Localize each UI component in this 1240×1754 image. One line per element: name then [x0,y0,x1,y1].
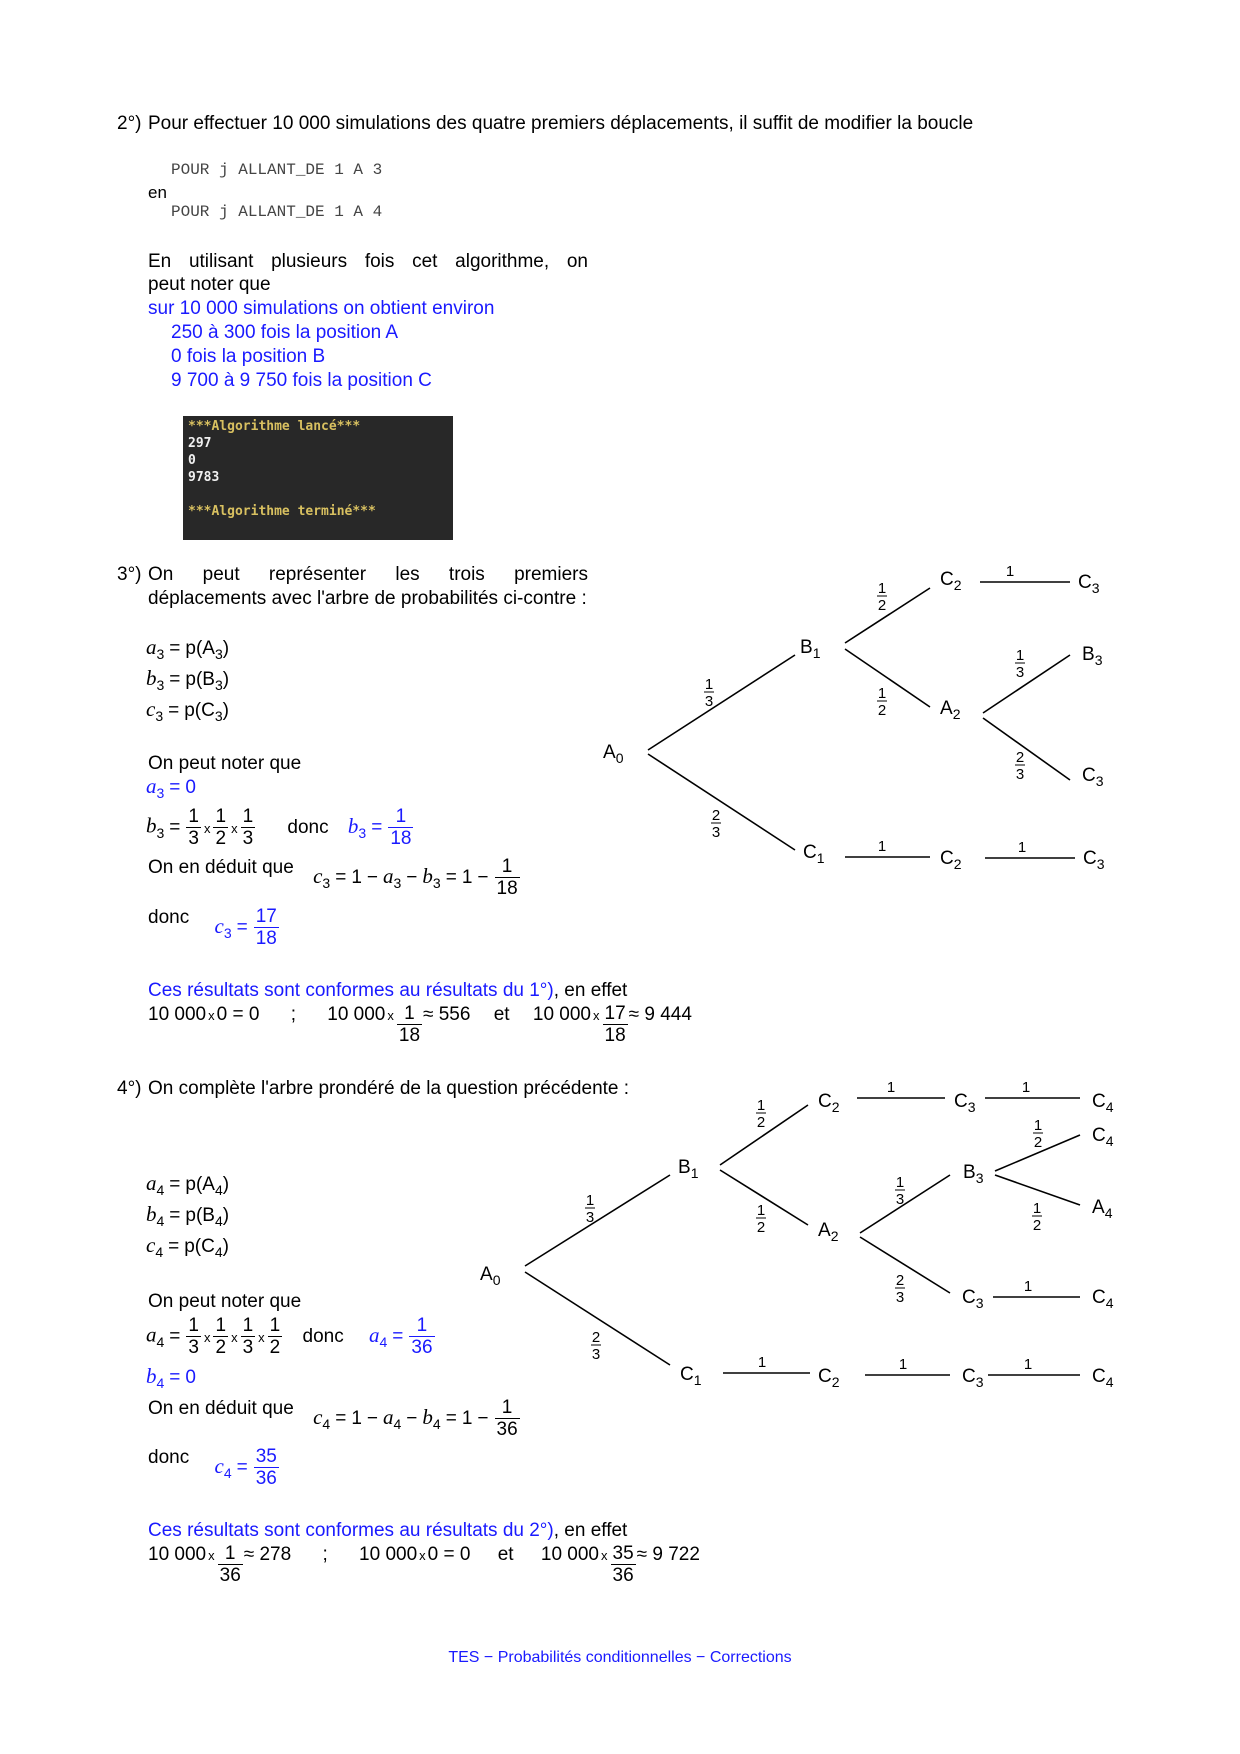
q2-intro: Pour effectuer 10 000 simulations des quatre premiers déplacements, il suffit de modifier la boucle [148,113,974,134]
edge-label-numerator: 1 [877,580,887,597]
q4-intro: On complète l'arbre prondéré de la question précédente : [148,1078,630,1099]
q4-a4-formula: $a_4$ = $\frac{1}{3}$ x $\frac{1}{2}$ x $\frac{1}{3}$ x $\frac{1}{2}$ donc $a_4$ = $\frac{1}{36}$ [146,1315,433,1358]
code-line-2: POUR j ALLANT_DE 1 A 4 [171,203,383,221]
edge-label-denominator: 3 [895,1289,905,1306]
q4-def-b: $b_4 = p(B_4)$ [146,1202,230,1229]
edge-label-C3C4b [1024,1278,1032,1295]
node-C4b: $C_4$ [1092,1125,1114,1149]
console-val-a: 297 [188,436,212,451]
q4-number: 4°) [117,1078,142,1099]
edge-label-numerator: 1 [877,685,887,702]
edge-label-value: 1 [1021,1079,1031,1096]
edge-A2-C3 [860,1237,950,1293]
console-start: ***Algorithme lancé*** [188,419,361,434]
node-B3: $B_3$ [1082,644,1103,668]
edge-label-denominator: 2 [1033,1134,1043,1151]
edge-label-C2C3b [899,1356,907,1373]
edge-label-value: 1 [877,838,887,855]
edge-label-numerator: 1 [704,676,714,693]
q2-result-a: 250 à 300 fois la position A [171,322,399,343]
node-C3c: $C_3$ [1083,848,1105,872]
tree2-nodes [480,1091,1114,1390]
edge-label-numerator: 1 [895,1174,905,1191]
node-B3: $B_3$ [963,1162,984,1186]
edge-label-denominator: 3 [1015,664,1025,681]
node-C2a: $C_2$ [818,1091,840,1115]
q3-noter: On peut noter que [148,753,302,774]
node-C1: $C_1$ [803,842,825,866]
edge-label-numerator: 2 [711,807,721,824]
edge-label-A0C1 [591,1329,601,1363]
edge-label-value: 1 [1023,1356,1033,1373]
edge-label-denominator: 3 [585,1209,595,1226]
edge-label-numerator: 2 [1015,749,1025,766]
node-B1: $B_1$ [678,1157,699,1181]
node-B1: $B_1$ [800,637,821,661]
q3-number: 3°) [117,564,142,585]
edge-label-denominator: 2 [877,702,887,719]
q4-conformes: Ces résultats sont conformes au résultats du 2°), en effet [148,1520,628,1541]
q3-b3-formula: $b_3$ = $\frac{1}{3}$ x $\frac{1}{2}$ x $\frac{1}{3}$ donc $b_3$ = $\frac{1}{18}$ [146,806,412,849]
edge-label-numerator: 1 [756,1202,766,1219]
edge-label-denominator: 3 [591,1346,601,1363]
edge-label-numerator: 1 [1032,1200,1042,1217]
q4-verification: 10 000 $^x$ $\frac{1}{36}$ ≈ 278 ; 10 000 $^x$ 0 = 0 et 10 000 $^x$ $\frac{35}{36}$ ≈ 9 722 [148,1543,700,1586]
edge-label-denominator: 3 [895,1191,905,1208]
node-A2: $A_2$ [940,698,961,722]
edge-label-B3C4 [1033,1117,1043,1151]
node-C4d: $C_4$ [1092,1366,1114,1390]
q3-conformes: Ces résultats sont conformes au résultats du 1°), en effet [148,980,628,1001]
q4-c4-result: donc $c_4$ = $\frac{35}{36}$ [148,1446,277,1489]
edge-label-numerator: 1 [585,1192,595,1209]
q2-result-c: 9 700 à 9 750 fois la position C [171,370,432,391]
q4-def-a: $a_4 = p(A_4)$ [146,1171,230,1198]
edge-label-numerator: 1 [756,1097,766,1114]
edge-label-C2C3 [887,1079,895,1096]
node-C4a: $C_4$ [1092,1091,1114,1115]
en-word: en [148,183,167,202]
node-A0: $A_0$ [480,1264,501,1288]
q2-number: 2°) [117,113,142,134]
q4-noter: On peut noter que [148,1291,302,1312]
node-C3b: $C_3$ [1082,765,1104,789]
edge-label-numerator: 2 [591,1329,601,1346]
node-C2b: $C_2$ [940,848,962,872]
edge-label-denominator: 2 [1032,1217,1042,1234]
edge-A0-B1 [525,1175,670,1266]
edge-label-denominator: 3 [704,693,714,710]
q3-intro: On peut représenter les trois premiers déplacements avec l'arbre de probabilités ci-contre : [148,564,588,609]
node-C2b: $C_2$ [818,1366,840,1390]
q3-def-c: $c_3 = p(C_3)$ [146,697,229,724]
node-A4: $A_4$ [1092,1197,1113,1221]
edge-label-numerator: 1 [1033,1117,1043,1134]
edge-label-A2B3 [895,1174,905,1208]
q2-result-intro: sur 10 000 simulations on obtient environ [148,298,495,319]
edge-label-denominator: 3 [1015,766,1025,783]
edge-label-value: 1 [1017,839,1027,856]
edge-label-numerator: 2 [895,1272,905,1289]
edge-label-denominator: 2 [756,1219,766,1236]
q2-paragraph-line2: peut noter que [148,274,271,295]
node-C3b: $C_3$ [962,1287,984,1311]
q3-verification: 10 000 $^x$ 0 = 0 ; 10 000 $^x$ $\frac{1}{18}$ ≈ 556 et 10 000 $^x$ $\frac{17}{18}$ ≈ 9 444 [148,1003,692,1046]
q3-c3-result: donc $c_3$ = $\frac{17}{18}$ [148,906,277,949]
edge-label-numerator: 1 [1015,647,1025,664]
edge-label-value: 1 [898,1356,908,1373]
edge-label-value: 1 [886,1079,896,1096]
edge-label-C3C4 [1022,1079,1030,1096]
page-footer: TES − Probabilités conditionnelles − Corrections [448,1649,792,1666]
q3-def-b: $b_3 = p(B_3)$ [146,666,230,693]
node-C4c: $C_4$ [1092,1287,1114,1311]
edge-label-C1C2 [758,1354,766,1371]
q2-paragraph-line1: En utilisant plusieurs fois cet algorithme, on [148,251,588,272]
edge-label-B1C2 [756,1097,766,1131]
edge-label-denominator: 2 [877,597,887,614]
node-C3a: $C_3$ [954,1091,976,1115]
edge-label-value: 1 [1005,563,1015,580]
q2-result-b: 0 fois la position B [171,346,326,367]
tree2-edge-labels [585,1079,1043,1373]
node-C3a: $C_3$ [1078,572,1100,596]
edge-label-B3A4 [1032,1200,1042,1234]
edge-label-denominator: 2 [756,1114,766,1131]
node-C2a: $C_2$ [940,569,962,593]
q3-def-a: $a_3 = p(A_3)$ [146,635,230,662]
node-A2: $A_2$ [818,1220,839,1244]
node-C1: $C_1$ [680,1364,702,1388]
edge-label-value: 1 [757,1354,767,1371]
edge-label-A2C3 [895,1272,905,1306]
edge-label-A0B1 [585,1192,595,1226]
edge-label-denominator: 3 [711,824,721,841]
edge-A2-B3 [860,1175,950,1233]
q4-deduction: On en déduit que $c_4 = 1 - a_4 - b_4 = 1$ − $\frac{1}{36}$ [148,1397,518,1440]
console-end: ***Algorithme terminé*** [188,504,376,519]
node-A0: $A_0$ [603,742,624,766]
node-C3c: $C_3$ [962,1366,984,1390]
edge-label-B1A2 [756,1202,766,1236]
console-val-b: 0 [188,453,196,468]
q4-def-c: $c_4 = p(C_4)$ [146,1233,229,1260]
code-line-1: POUR j ALLANT_DE 1 A 3 [171,161,383,179]
q3-a3-value: $a_3 = 0$ [146,774,196,801]
edge-label-C3C4c [1024,1356,1032,1373]
q3-deduction: On en déduit que $c_3 = 1 - a_3 - b_3 = 1$ − $\frac{1}{18}$ [148,856,518,899]
console-val-c: 9783 [188,470,220,485]
q4-b4-value: $b_4 = 0$ [146,1364,196,1391]
edge-label-value: 1 [1023,1278,1033,1295]
